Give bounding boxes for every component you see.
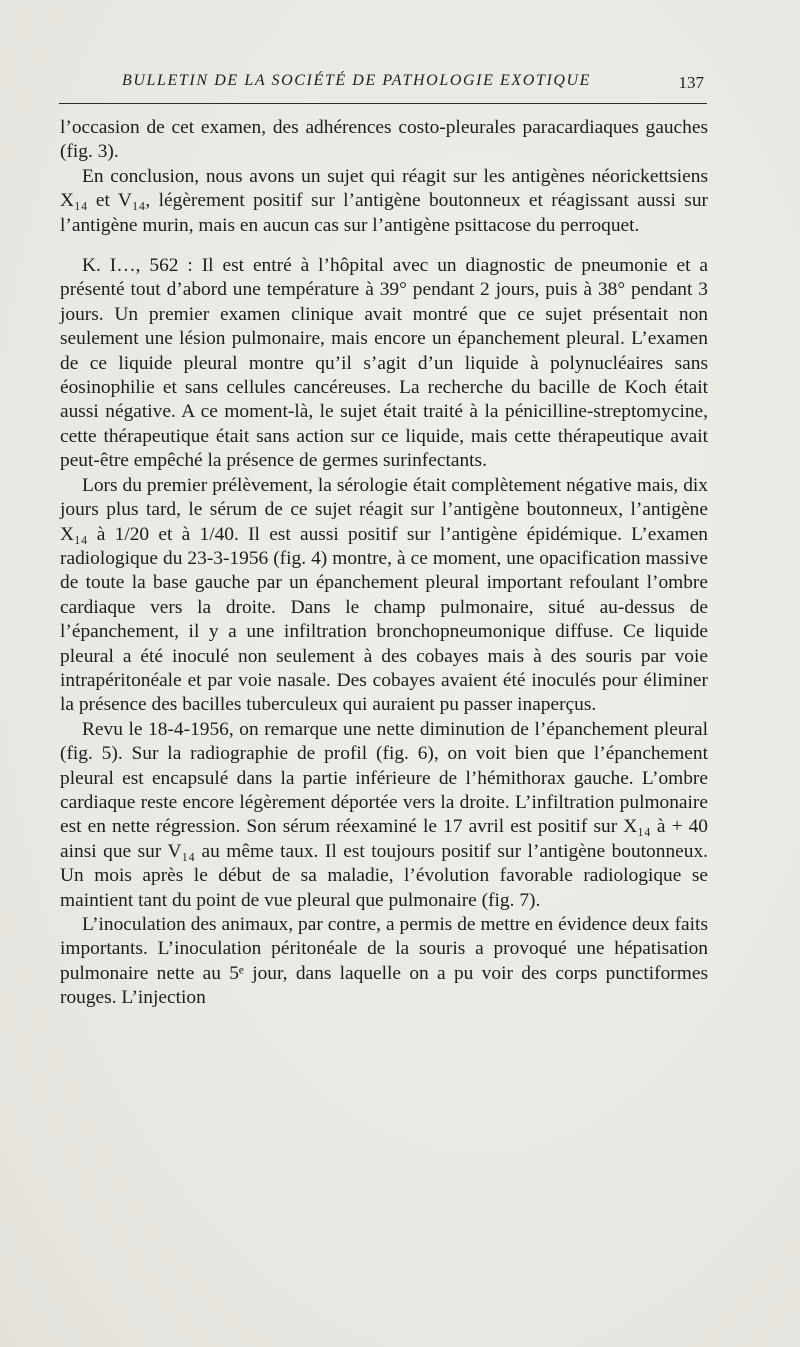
paragraph: l’occasion de cet examen, des adhérences costo-pleurales paracardiaques gauches (fig. 3). bbox=[60, 117, 708, 163]
running-header bbox=[60, 72, 708, 102]
paragraph: K. I…, 562 : Il est entré à l’hôpital avec un diagnostic de pneumonie et a présenté tout d’abord une température à 39° pendant 2 jours, puis à 38° pendant 3 jours. Un premier examen clinique avait montré que ce sujet présentait non seulement une lésion pulmonaire, mais encore un épanchement pleural. L’examen de ce liquide pleural montre qu’il s’agit d’un liquide à polynucléaires sans éosinophilie et sans cellules cancéreuses. La recherche du bacille de Koch était aussi négative. A ce moment-là, le sujet était traité à la pénicilline-streptomycine, cette thérapeutique était sans action sur ce liquide, mais cette thérapeutique avait peut-être empêché la présence de germes surinfectants. bbox=[60, 255, 708, 472]
journal-title: BULLETIN DE LA SOCIÉTÉ DE PATHOLOGIE EXOTIQUE bbox=[122, 72, 592, 89]
paragraph: Revu le 18-4-1956, on remarque une nette diminution de l’épanchement pleural (fig. 5). Sur la radiographie de profil (fig. 6), on voit bien que l’épanchement pleural est encapsulé dans la partie inférieure de l’hémithorax gauche. L’ombre cardiaque reste encore légèrement déportée vers la droite. L’infiltration pulmonaire est en nette régression. Son sérum réexaminé le 17 avril est positif sur X₁₄ à + 40 ainsi que sur V₁₄ au même taux. Il est toujours positif sur l’antigène boutonneux. Un mois après le début de sa maladie, l’évolution favorable radiologique se maintient tant du point de vue pleural que pulmonaire (fig. 7). bbox=[60, 718, 708, 911]
article-body bbox=[60, 116, 708, 1011]
paragraph: Lors du premier prélèvement, la sérologie était complètement négative mais, dix jours plus tard, le sérum de ce sujet réagit sur l’antigène boutonneux, l’antigène X₁₄ à 1/20 et à 1/40. Il est aussi positif sur l’antigène épidémique. L’examen radiologique du 23-3-1956 (fig. 4) montre, à ce moment, une opacification massive de toute la base gauche par un épanchement pleural important refoulant l’ombre cardiaque vers la droite. Dans le champ pulmonaire, situé au-dessus de l’épanchement, il y a une infiltration bronchopneumonique diffuse. Ce liquide pleural a été inoculé non seulement à des cobayes mais à des souris par voie intrapéritonéale et par voie nasale. Des cobayes avaient été inoculés pour éliminer la présence des bacilles tuberculeux qui auraient pu passer inaperçus. bbox=[60, 474, 708, 716]
header-rule bbox=[59, 103, 707, 104]
paragraph: L’inoculation des animaux, par contre, a permis de mettre en évidence deux faits importants. L’inoculation péritonéale de la souris a provoqué une hépatisation pulmonaire nette au 5ᵉ jour, dans laquelle on a pu voir des corps punctiformes rouges. L’injection bbox=[60, 914, 708, 1009]
paragraph: En conclusion, nous avons un sujet qui réagit sur les antigènes néorickettsiens X₁₄ et V₁₄, légèrement positif sur l’antigène boutonneux et réagissant aussi sur l’antigène murin, mais en aucun cas sur l’antigène psittacose du perroquet. bbox=[60, 165, 708, 236]
page-number: 137 bbox=[678, 73, 704, 92]
